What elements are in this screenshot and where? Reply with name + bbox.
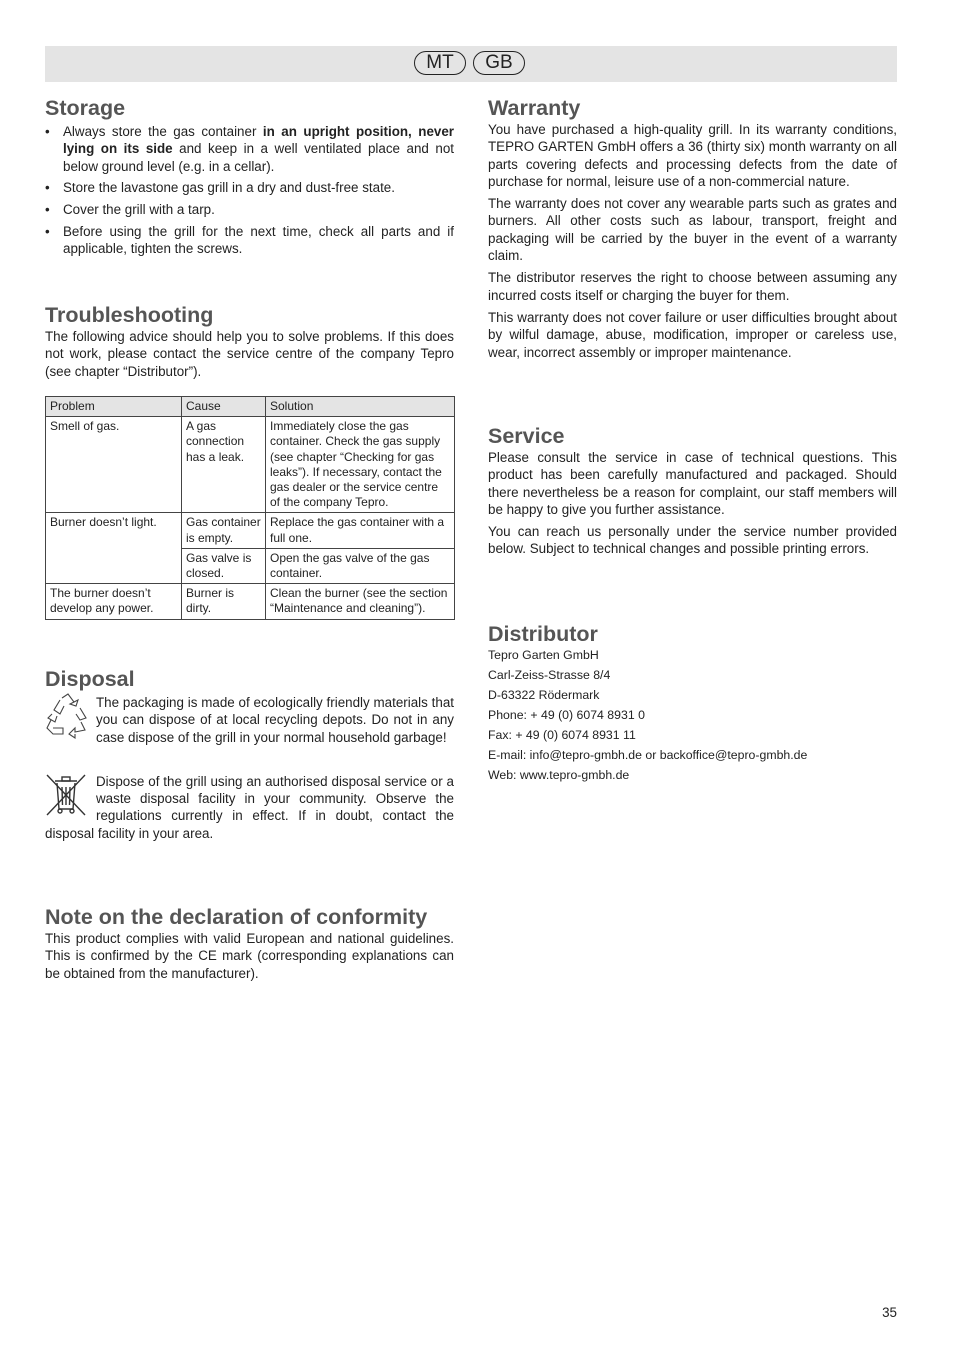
table-row — [46, 417, 455, 513]
distributor-phone: Phone: + 49 (0) 6074 8931 0 — [488, 708, 645, 722]
troubleshooting-intro: The following advice should help you to solve problems. If this does not work, please contact the service centre of the company Tepro (see chapter “Distributor”). — [45, 329, 454, 379]
cell-problem: Smell of gas. — [46, 417, 182, 513]
distributor-heading: Distributor — [488, 622, 598, 646]
distributor-section — [488, 621, 897, 785]
service-paragraph: Please consult the service in case of technical questions. This product has been carefully manufactured and packaged. Should there nevertheless be a reason for complaint, our staff members will be happy to give you further assistance. — [488, 450, 897, 517]
column-header-problem: Problem — [46, 396, 182, 416]
cell-cause: Gas valve is closed. — [182, 548, 266, 583]
packaging-disposal — [45, 694, 454, 746]
service-paragraph: You can reach us personally under the service number provided below. Subject to technical changes and possible printing errors. — [488, 524, 897, 557]
conformity-heading: Note on the declaration of conformity — [45, 905, 428, 929]
storage-heading: Storage — [45, 96, 126, 120]
cell-solution: Clean the burner (see the section “Maintenance and cleaning”). — [266, 584, 455, 619]
storage-item: • Always store the gas container in an upright position, never lying on its side and keep in a well ventilated place and not below ground level (e.g. in a cellar). — [45, 123, 454, 175]
distributor-city: D-63322 Rödermark — [488, 688, 600, 702]
conformity-section — [45, 904, 454, 982]
warranty-paragraph: You have purchased a high-quality grill. In its warranty conditions, TEPRO GARTEN GmbH offers a 36 (thirty six) month warranty on all parts covering defects and processing defects from the date of purchase for normal, leisure use of a non-commercial nature. — [488, 122, 897, 189]
cell-cause: Burner is dirty. — [182, 584, 266, 619]
language-badges — [414, 51, 525, 75]
page-number: 35 — [882, 1305, 897, 1320]
distributor-address — [488, 645, 897, 785]
column-header-cause: Cause — [182, 396, 266, 416]
grill-disposal — [45, 773, 454, 842]
storage-list — [45, 123, 454, 258]
cell-solution: Replace the gas container with a full one. — [266, 513, 455, 548]
grill-disposal-text: Dispose of the grill using an authorised disposal service or a waste disposal facility in your community. Observe the regulations currently in effect. If in doubt, contact the disposal facility in your area. — [45, 773, 454, 841]
warranty-paragraph: The warranty does not cover any wearable parts such as grates and burners. All other costs such as labour, transport, freight and packaging will be carried by the buyer in the event of a warranty claim. — [488, 196, 897, 264]
table-row — [46, 513, 455, 548]
service-section — [488, 423, 897, 558]
warranty-section — [488, 95, 897, 361]
cell-problem: Burner doesn’t light. — [46, 513, 182, 584]
troubleshooting-heading: Troubleshooting — [45, 303, 214, 327]
disposal-section — [45, 666, 454, 842]
table-row — [46, 584, 455, 619]
lang-badge-mt: MT — [414, 51, 466, 75]
storage-item: • Store the lavastone gas grill in a dry and dust-free state. — [45, 179, 454, 196]
conformity-text: This product complies with valid European and national guidelines. This is confirmed by the CE mark (corresponding explanations can be obtained from the manufacturer). — [45, 931, 454, 981]
cell-solution: Open the gas valve of the gas container. — [266, 548, 455, 583]
cell-solution: Immediately close the gas container. Check the gas supply (see chapter “Checking for gas leaks”). If necessary, contact the gas dealer or the service centre of the company Tepro. — [266, 417, 455, 513]
storage-item: • Cover the grill with a tarp. — [45, 201, 454, 218]
lang-badge-gb: GB — [473, 51, 525, 75]
storage-section — [45, 95, 454, 262]
distributor-email: E-mail: info@tepro-gmbh.de or backoffice@tepro-gmbh.de — [488, 748, 808, 762]
distributor-company: Tepro Garten GmbH — [488, 648, 599, 662]
cell-cause: A gas connection has a leak. — [182, 417, 266, 513]
packaging-text: The packaging is made of ecologically friendly materials that you can dispose of at local recycling depots. Do not in any case dispose of the grill in your normal household garbage! — [96, 695, 454, 745]
warranty-paragraph: The distributor reserves the right to choose between assuming any incurred costs itself or charging the buyer for them. — [488, 270, 897, 303]
disposal-heading: Disposal — [45, 667, 135, 691]
recycling-icon — [45, 692, 91, 740]
service-heading: Service — [488, 424, 565, 448]
storage-item: • Before using the grill for the next time, check all parts and if applicable, tighten the screws. — [45, 223, 454, 258]
table-header-row — [46, 396, 455, 416]
troubleshooting-table — [45, 396, 455, 620]
cell-cause: Gas container is empty. — [182, 513, 266, 548]
cell-problem: The burner doesn’t develop any power. — [46, 584, 182, 619]
distributor-fax: Fax: + 49 (0) 6074 8931 11 — [488, 728, 636, 742]
column-header-solution: Solution — [266, 396, 455, 416]
troubleshooting-section — [45, 302, 454, 620]
crossed-bin-icon — [45, 771, 91, 819]
distributor-street: Carl-Zeiss-Strasse 8/4 — [488, 668, 611, 682]
distributor-web: Web: www.tepro-gmbh.de — [488, 768, 630, 782]
warranty-paragraph: This warranty does not cover failure or user difficulties brought about by wilful damage, abuse, modification, improper or careless use, wear, incorrect assembly or improper maintenance. — [488, 309, 897, 360]
warranty-heading: Warranty — [488, 96, 581, 120]
